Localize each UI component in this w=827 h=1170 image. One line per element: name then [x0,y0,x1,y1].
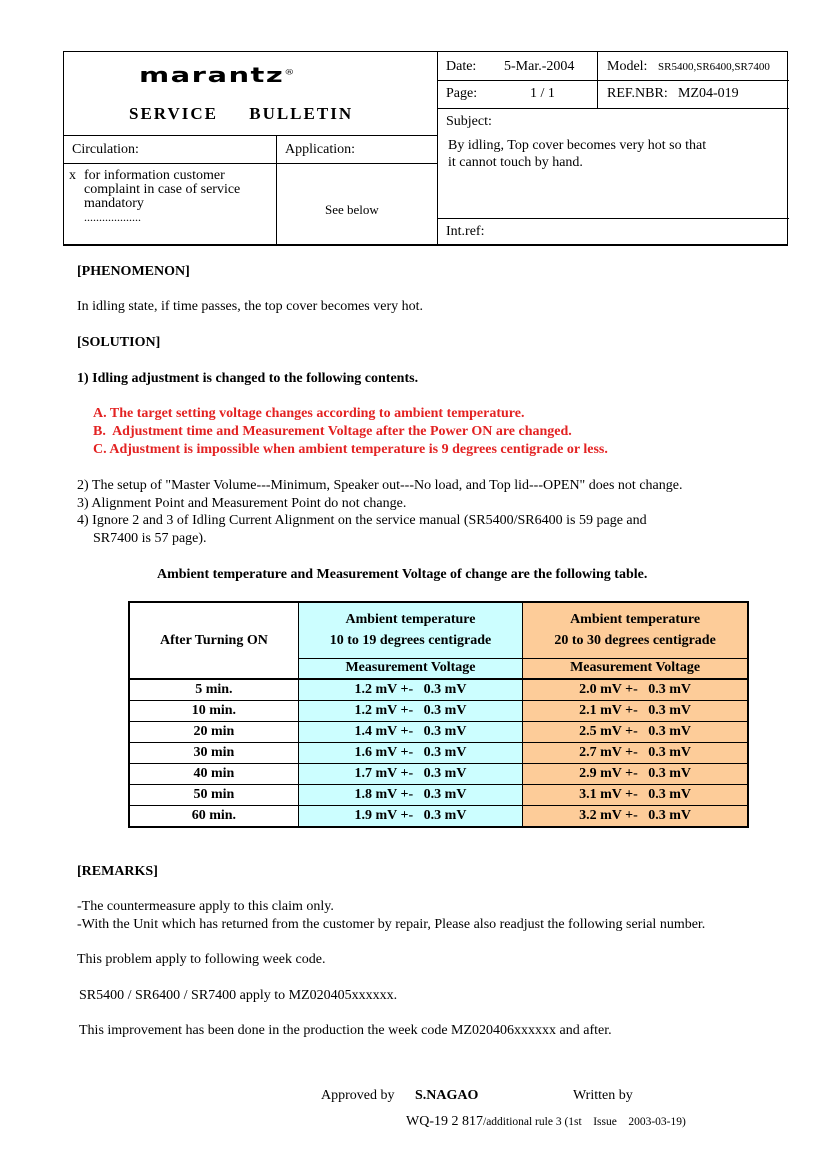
remarks-line-1: -The countermeasure apply to this claim only. [77,899,334,914]
circulation-label: Circulation: [72,142,139,157]
table-row [129,806,748,828]
row-high-voltage: 2.5 mV +- 0.3 mV [523,722,748,743]
row-time: 60 min. [129,806,298,828]
form-code: WQ-19 2 817/additional rule 3 (1st Issue 2003-03-19) [406,1114,686,1129]
solution-item-b: B. Adjustment time and Measurement Voltage after the Power ON are changed. [93,424,572,439]
header-after-turning-on: After Turning ON [129,602,298,679]
solution-item-2: 2) The setup of "Master Volume---Minimum, Speaker out---No load, and Top lid---OPEN" does not change. [77,478,683,493]
remarks-line-4: SR5400 / SR6400 / SR7400 apply to MZ020405xxxxxx. [79,988,398,1003]
table-header-row [129,602,748,658]
circulation-line-4: ................... [84,210,141,224]
model-value: SR5400,SR6400,SR7400 [658,61,770,73]
page-value: 1 / 1 [530,86,555,101]
application-value: See below [325,202,379,217]
subheader-high: Measurement Voltage [523,658,748,679]
row-time: 30 min [129,743,298,764]
approved-name: S.NAGAO [415,1088,479,1103]
row-high-voltage: 2.7 mV +- 0.3 mV [523,743,748,764]
page-label: Page: [446,86,478,101]
ref-value: MZ04-019 [678,86,739,101]
subject-line-1: By idling, Top cover becomes very hot so that [448,138,707,153]
row-high-voltage: 2.9 mV +- 0.3 mV [523,764,748,785]
header-divider-h3 [64,135,437,136]
table-row [129,785,748,806]
row-low-voltage: 1.9 mV +- 0.3 mV [298,806,522,828]
model-label: Model: [607,59,648,74]
approved-label: Approved by [321,1088,395,1103]
header-low-temp: Ambient temperature 10 to 19 degrees centigrade [298,602,522,658]
circulation-line-2: complaint in case of service [84,182,241,197]
header-divider-h5 [437,218,789,219]
solution-item-4-cont: SR7400 is 57 page). [93,531,207,546]
solution-item-c: C. Adjustment is impossible when ambient temperature is 9 degrees centigrade or less. [93,442,608,457]
header-divider-h [437,80,789,81]
solution-item-3: 3) Alignment Point and Measurement Point do not change. [77,496,407,511]
row-high-voltage: 3.1 mV +- 0.3 mV [523,785,748,806]
header-divider-h2 [437,108,789,109]
table-caption: Ambient temperature and Measurement Voltage of change are the following table. [157,567,648,582]
table-row [129,679,748,701]
bulletin-title: SERVICE BULLETIN [129,104,354,123]
intref-label: Int.ref: [446,224,485,239]
table-row [129,722,748,743]
solution-item-a: A. The target setting voltage changes according to ambient temperature. [93,406,525,421]
remarks-line-3: This problem apply to following week code. [77,952,326,967]
date-label: Date: [446,59,477,74]
circulation-line-3: mandatory [84,196,144,211]
circulation-mark: x [69,168,76,183]
table-row [129,701,748,722]
row-low-voltage: 1.6 mV +- 0.3 mV [298,743,522,764]
row-low-voltage: 1.2 mV +- 0.3 mV [298,679,522,701]
row-time: 50 min [129,785,298,806]
row-high-voltage: 2.0 mV +- 0.3 mV [523,679,748,701]
marantz-logo: marantz® [139,63,296,87]
row-time: 10 min. [129,701,298,722]
solution-item-4: 4) Ignore 2 and 3 of Idling Current Alignment on the service manual (SR5400/SR6400 is 59 page and [77,513,647,528]
solution-heading: [SOLUTION] [77,335,161,350]
voltage-table [128,601,749,828]
row-low-voltage: 1.4 mV +- 0.3 mV [298,722,522,743]
ref-label: REF.NBR: [607,86,668,101]
row-time: 20 min [129,722,298,743]
row-time: 5 min. [129,679,298,701]
row-low-voltage: 1.8 mV +- 0.3 mV [298,785,522,806]
written-label: Written by [573,1088,633,1103]
remarks-heading: [REMARKS] [77,864,158,879]
solution-item-1: 1) Idling adjustment is changed to the following contents. [77,371,419,386]
subject-label: Subject: [446,114,492,129]
row-high-voltage: 2.1 mV +- 0.3 mV [523,701,748,722]
table-row [129,764,748,785]
header-divider-h4 [64,163,437,164]
subject-line-2: it cannot touch by hand. [448,155,583,170]
row-high-voltage: 3.2 mV +- 0.3 mV [523,806,748,828]
row-time: 40 min [129,764,298,785]
phenomenon-text: In idling state, if time passes, the top cover becomes very hot. [77,299,424,314]
remarks-line-5: This improvement has been done in the production the week code MZ020406xxxxxx and after. [79,1023,612,1038]
table-row [129,743,748,764]
remarks-line-2: -With the Unit which has returned from the customer by repair, Please also readjust the following serial number. [77,917,706,932]
row-low-voltage: 1.2 mV +- 0.3 mV [298,701,522,722]
application-label: Application: [285,142,355,157]
header-box [63,51,788,246]
header-divider-v2 [276,135,277,245]
date-value: 5-Mar.-2004 [504,59,575,74]
header-high-temp: Ambient temperature 20 to 30 degrees centigrade [523,602,748,658]
row-low-voltage: 1.7 mV +- 0.3 mV [298,764,522,785]
subheader-low: Measurement Voltage [298,658,522,679]
phenomenon-heading: [PHENOMENON] [77,264,190,279]
circulation-line-1: for information customer [84,168,225,183]
